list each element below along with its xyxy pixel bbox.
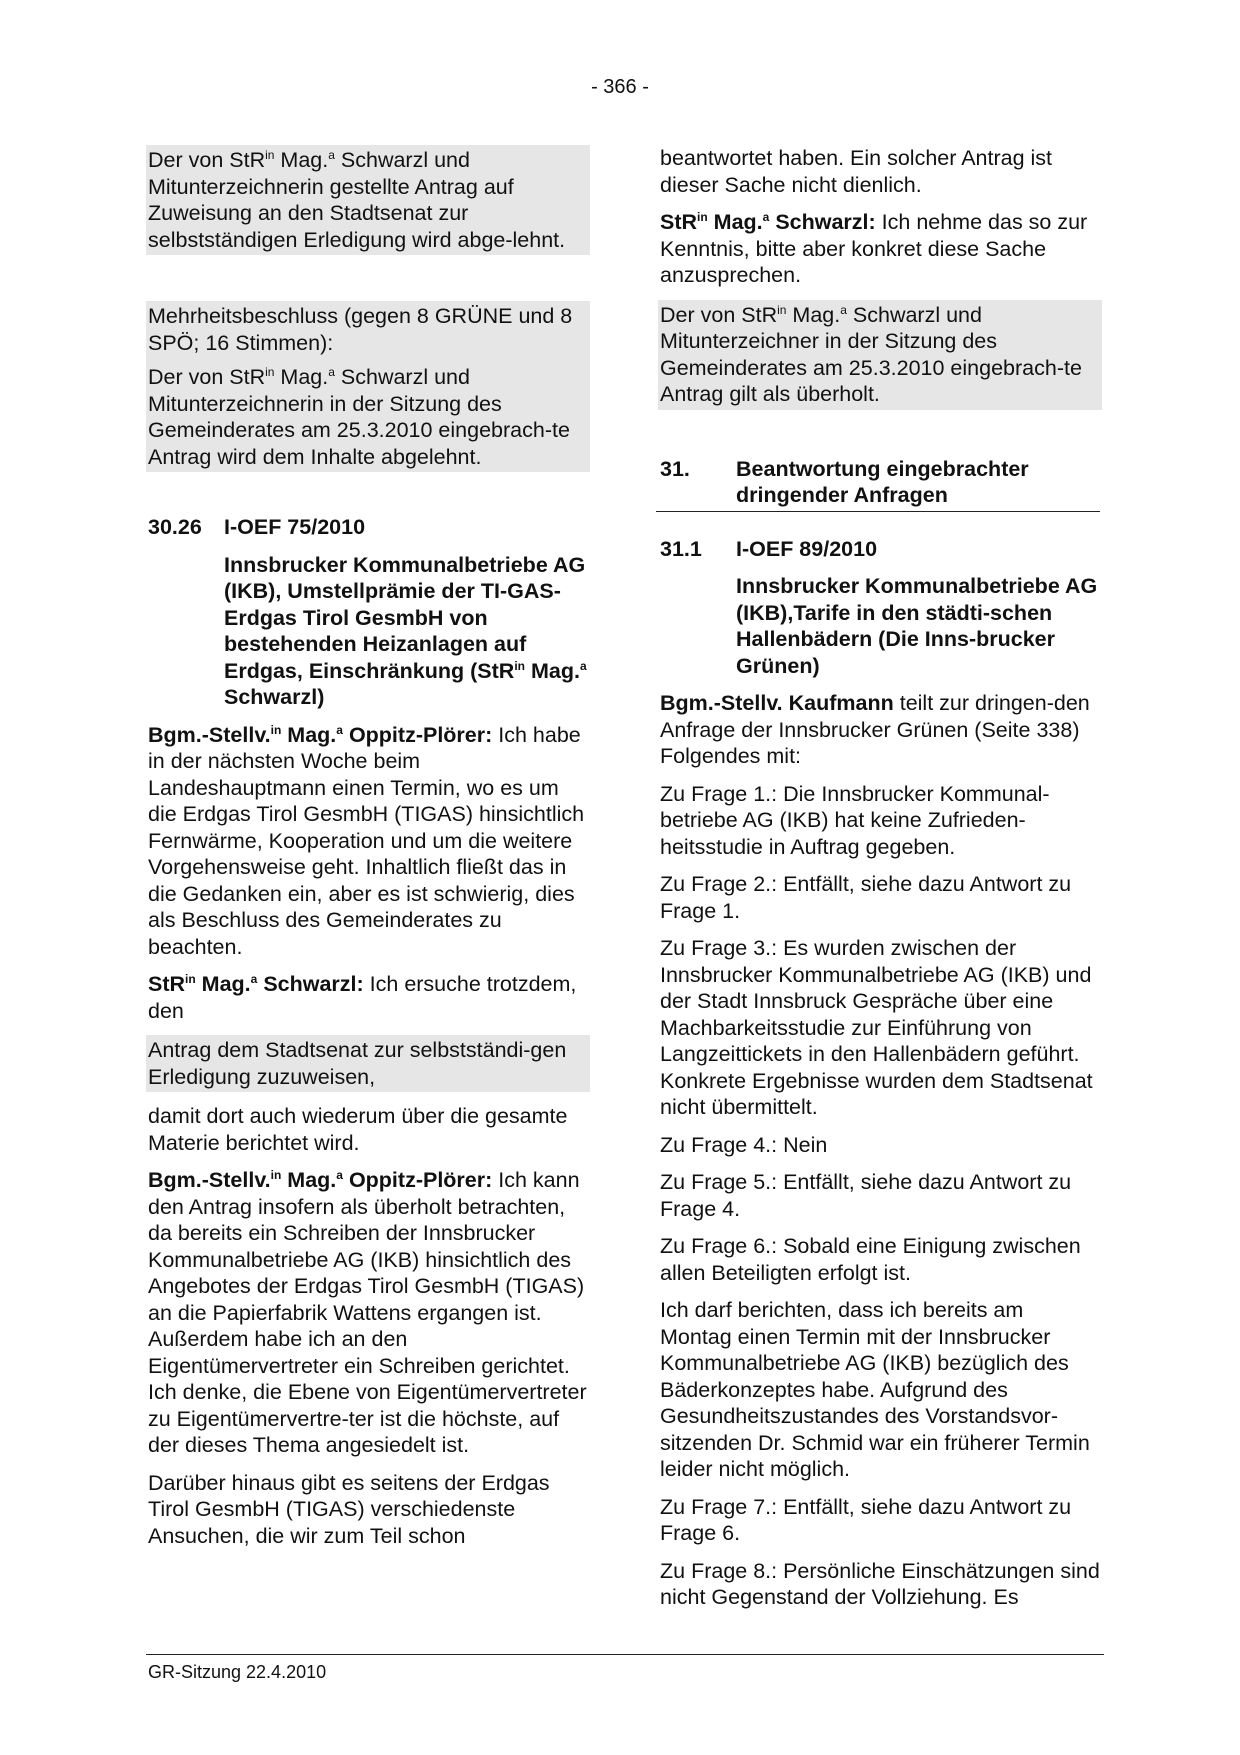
speaker-name: StR$^{in}$ Mag.$^a$ Schwarzl: — [660, 209, 876, 234]
speaker-name: StR$^{in}$ Mag.$^a$ Schwarzl: — [148, 971, 364, 996]
body-paragraph: damit dort auch wiederum über die gesamte Materie berichtet wird. — [148, 1104, 568, 1155]
agenda-item-code: I-OEF 75/2010 — [224, 515, 366, 539]
answer-paragraph: Zu Frage 2.: Entfällt, siehe dazu Antwort zu Frage 1. — [660, 872, 1072, 923]
agenda-item-title: Innsbrucker Kommunalbetriebe AG (IKB), Umstellprämie der TI-GAS-Erdgas Tirol GesmbH von bestehenden Heizanlagen auf Erdgas, Einschränkung (StR$^{in}$ Mag.$^a$ Schwarzl) — [224, 552, 587, 709]
speech-paragraph: Bgm.-Stellv.$^{in}$ Mag.$^a$ Oppitz-Plörer: Ich kann den Antrag insofern als überholt betrachten, da bereits ein Schreiben der Innsbrucker Kommunalbetriebe AG (IKB) hinsichtlich des Angebotes der Erdgas Tirol GesmbH (TIGAS) an die Papierfabrik Wattens ergangen ist. Außerdem habe ich an den Eigentümervertreter ein Schreiben gerichtet. Ich denke, die Ebene von Eigentümervertreter zu Eigentümervertre-ter ist die höchste, auf der dieses Thema angesiedelt ist. — [148, 1167, 587, 1457]
page-number: - 366 - — [591, 76, 649, 98]
agenda-item-heading — [660, 536, 1100, 563]
agenda-item-code: I-OEF 89/2010 — [736, 536, 878, 561]
answer-paragraph: Zu Frage 5.: Entfällt, siehe dazu Antwort zu Frage 4. — [660, 1170, 1072, 1221]
answer-paragraph: Zu Frage 1.: Die Innsbrucker Kommunal-betriebe AG (IKB) hat keine Zufrieden-heitsstudie in Auftrag gegeben. — [660, 781, 1050, 859]
speech-paragraph: Bgm.-Stellv. Kaufmann teilt zur dringen-den Anfrage der Innsbrucker Grünen (Seite 338) Folgendes mit: — [660, 691, 1090, 768]
speech-paragraph: Bgm.-Stellv.$^{in}$ Mag.$^a$ Oppitz-Plörer: Ich habe in der nächsten Woche beim Landeshauptmann einen Termin, wo es um die Erdgas Tirol GesmbH (TIGAS) hinsichtlich Fernwärme, Kooperation und um die weitere Vorgehensweise geht. Inhaltlich fließt das in die Gedanken ein, aber es ist schwierig, dies als Beschluss des Gemeinderates zu beachten. — [148, 722, 585, 959]
body-paragraph: beantwortet haben. Ein solcher Antrag ist dieser Sache nicht dienlich. — [660, 146, 1053, 197]
speech-paragraph: StR$^{in}$ Mag.$^a$ Schwarzl: Ich nehme das so zur Kenntnis, bitte aber konkret diese Sache anzusprechen. — [660, 209, 1088, 287]
answer-paragraph: Zu Frage 3.: Es wurden zwischen der Innsbrucker Kommunalbetriebe AG (IKB) und der Stadt Innsbruck Gespräche über eine Machbarkeitsstudie zur Einführung von Langzeittickets in den Hallenbädern geführt. Konkrete Ergebnisse wurden dem Stadtsenat nicht übermittelt. — [660, 936, 1093, 1119]
agenda-item-number: 31.1 — [660, 536, 702, 561]
speech-paragraph: StR$^{in}$ Mag.$^a$ Schwarzl: Ich ersuche trotzdem, den — [148, 971, 577, 1023]
speaker-name: Bgm.-Stellv.$^{in}$ Mag.$^a$ Oppitz-Plörer: — [148, 1167, 493, 1192]
motion-text: Antrag dem Stadtsenat zur selbstständi-gen Erledigung zuzuweisen, — [148, 1038, 567, 1089]
answer-paragraph: Zu Frage 8.: Persönliche Einschätzungen sind nicht Gegenstand der Vollziehung. Es — [660, 1558, 1100, 1609]
left-column — [148, 145, 588, 1560]
agenda-item-heading — [148, 514, 588, 541]
resolution-text: Der von StR$^{in}$ Mag.$^a$ Schwarzl und Mitunterzeichnerin gestellte Antrag auf Zuweisung an den Stadtsenat zur selbstständigen Erledigung wird abge-lehnt. — [148, 147, 566, 252]
resolution-text: Der von StR$^{in}$ Mag.$^a$ Schwarzl und Mitunterzeichner in der Sitzung des Gemeinderates am 25.3.2010 eingebrach-te Antrag gilt als überholt. — [660, 302, 1082, 406]
majority-decision: Mehrheitsbeschluss (gegen 8 GRÜNE und 8 SPÖ; 16 Stimmen): — [148, 304, 573, 355]
answer-paragraph: Zu Frage 4.: Nein — [660, 1132, 828, 1157]
right-column — [660, 145, 1100, 1622]
section-title: Beantwortung eingebrachter dringender Anfragen — [736, 456, 1029, 507]
answer-paragraph: Zu Frage 6.: Sobald eine Einigung zwischen allen Beteiligten erfolgt ist. — [660, 1234, 1081, 1285]
resolution-box — [658, 300, 1102, 410]
section-heading — [656, 456, 1100, 512]
resolution-box — [146, 145, 590, 255]
speaker-name: Bgm.-Stellv.$^{in}$ Mag.$^a$ Oppitz-Plörer: — [148, 722, 493, 747]
agenda-item-number: 30.26 — [148, 515, 202, 539]
body-paragraph: Darüber hinaus gibt es seitens der Erdgas Tirol GesmbH (TIGAS) verschiedenste Ansuchen, die wir zum Teil schon — [148, 1470, 550, 1548]
motion-box — [146, 1035, 590, 1092]
footer-text: GR-Sitzung 22.4.2010 — [148, 1662, 327, 1682]
resolution-box — [146, 301, 590, 472]
section-number: 31. — [660, 456, 690, 481]
speaker-name: Bgm.-Stellv. Kaufmann — [660, 691, 894, 715]
answer-paragraph: Ich darf berichten, dass ich bereits am Montag einen Termin mit der Innsbrucker Kommunalbetriebe AG (IKB) bezüglich des Bäderkonzeptes habe. Aufgrund des Gesundheitszustandes des Vorstandsvor-sitzenden Dr. Schmid war ein früherer Termin leider nicht möglich. — [660, 1298, 1090, 1481]
footer-divider — [146, 1654, 1104, 1655]
agenda-item-title: Innsbrucker Kommunalbetriebe AG (IKB),Tarife in den städti-schen Hallenbädern (Die Inns-brucker Grünen) — [736, 574, 1098, 678]
answer-paragraph: Zu Frage 7.: Entfällt, siehe dazu Antwort zu Frage 6. — [660, 1494, 1072, 1545]
resolution-text: Der von StR$^{in}$ Mag.$^a$ Schwarzl und Mitunterzeichnerin in der Sitzung des Gemeinderates am 25.3.2010 eingebrach-te Antrag wird dem Inhalte abgelehnt. — [148, 364, 570, 469]
